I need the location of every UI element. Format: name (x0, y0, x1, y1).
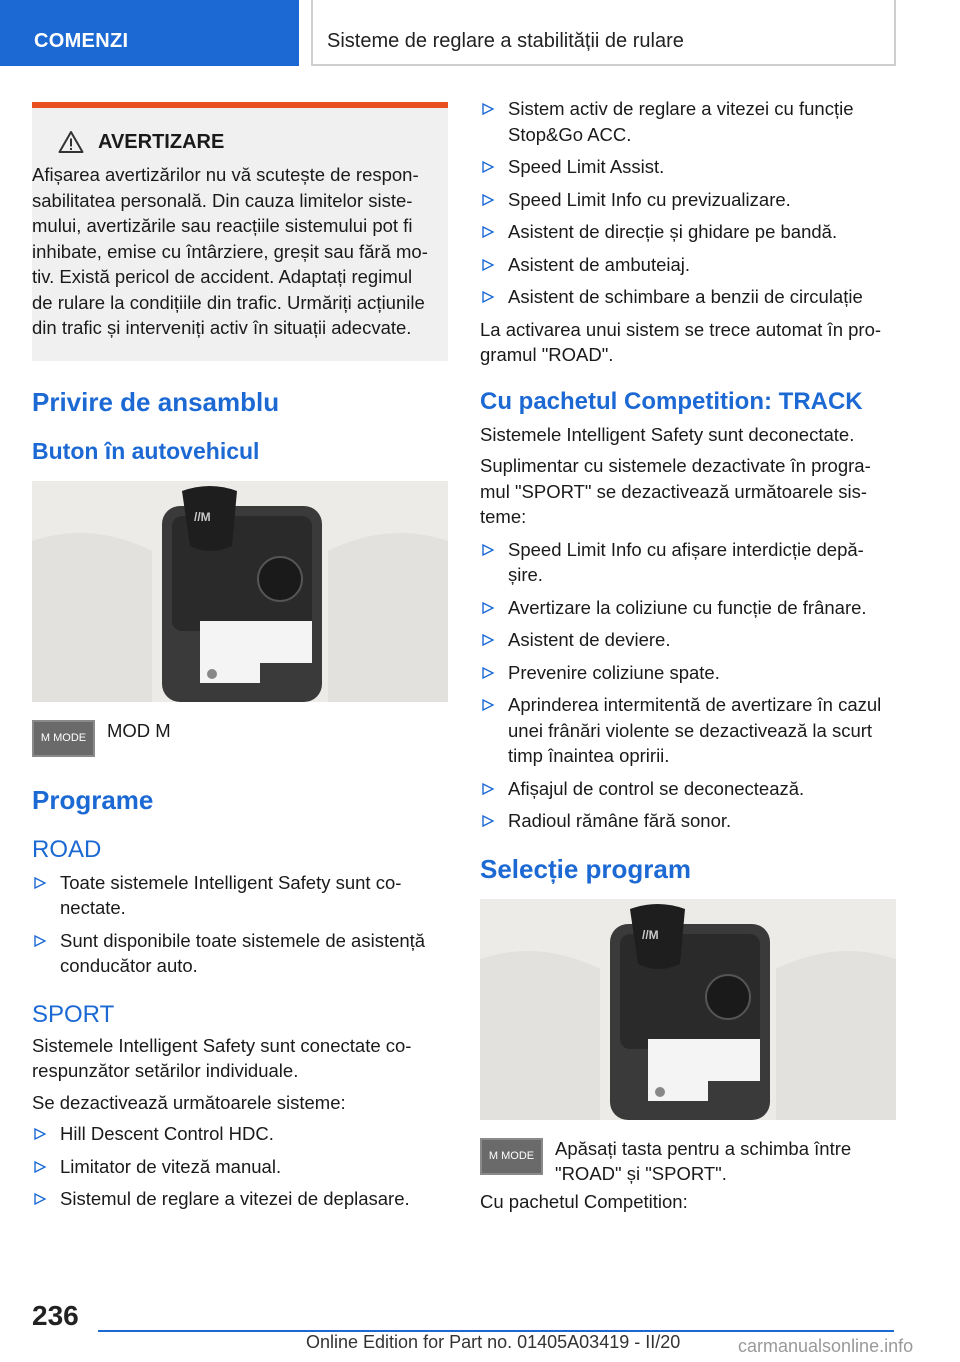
programs-heading: Programe (32, 784, 154, 815)
list-item (480, 252, 896, 278)
track-intro: Sistemele Intelligent Safety sunt deconectate. (480, 423, 855, 445)
svg-text://M: //M (642, 927, 659, 942)
list-item (480, 692, 896, 769)
list-item (480, 776, 896, 802)
track-heading: Cu pachetul Competition: TRACK (480, 387, 863, 415)
warning-title-row (58, 130, 436, 154)
page-number: 236 (32, 1300, 79, 1331)
bullet-triangle-icon (482, 194, 494, 206)
sport-heading: SPORT (32, 1000, 115, 1028)
list-item (480, 808, 896, 834)
bullet-triangle-icon (482, 699, 494, 711)
console-photo (32, 481, 448, 702)
track-list (480, 537, 896, 834)
button-heading: Buton în autovehicul (32, 437, 260, 464)
road-auto-text: La activarea unui sistem se trece automat în pro-gramul "ROAD". (480, 318, 882, 365)
center-console-illustration (32, 481, 448, 702)
list-item (32, 870, 448, 921)
bullet-triangle-icon (34, 1161, 46, 1173)
list-item-text: Hill Descent Control HDC. (60, 1123, 274, 1144)
bullet-triangle-icon (482, 634, 494, 646)
list-item-text: Prevenire coliziune spate. (508, 661, 720, 683)
console-photo-selection (480, 899, 896, 1120)
list-item (480, 284, 896, 310)
list-item-text: Sunt disponibile toate sistemele de asistență conducător auto. (60, 929, 426, 976)
list-item (480, 537, 896, 588)
bullet-triangle-icon (482, 783, 494, 795)
bullet-triangle-icon (482, 226, 494, 238)
list-item (480, 627, 896, 653)
list-item-text: Radioul rămâne fără sonor. (508, 810, 732, 831)
mmode-caption-row (32, 720, 448, 757)
sport-list (32, 1121, 448, 1212)
list-item-text: Toate sistemele Intelligent Safety sunt co-nectate. (60, 871, 402, 918)
edition-text: Online Edition for Part no. 01405A03419 - II/20 (306, 1332, 681, 1352)
selection-caption: Apăsați tasta pentru a schimba între "ROAD" și "SPORT". (555, 1137, 852, 1184)
warning-box (32, 102, 448, 361)
competition-text: Cu pachetul Competition: (480, 1190, 688, 1212)
right-column (480, 96, 896, 1214)
mmode-button-icon: M MODE (32, 720, 95, 757)
bullet-triangle-icon (482, 291, 494, 303)
sport-deactivated-text: Se dezactivează următoarele sisteme: (32, 1091, 346, 1113)
sport-list-continued (480, 96, 896, 310)
warning-text: Afișarea avertizărilor nu vă scutește de respon-sabilitatea personală. Din cauza limitelor siste-mului, avertizările sau reacțiile sistemului pot fi inhibate, emise cu întârziere, greșit sau fără mo-tiv. Există pericol de accident. Adaptați regimul de rulare la condițiile din trafic. Urmăriți acțiunile din trafic și interveniți activ în situații adecvate. (32, 164, 428, 338)
list-item-text: Asistent de schimbare a benzii de circulație (508, 286, 863, 307)
warning-triangle-icon (58, 130, 84, 154)
warning-title: AVERTIZARE (98, 130, 225, 153)
road-list (32, 870, 448, 979)
watermark: carmanualsonline.info (738, 1336, 914, 1356)
bullet-triangle-icon (34, 1193, 46, 1205)
center-console-illustration (480, 899, 896, 1120)
list-item-text: Sistem activ de reglare a vitezei cu funcție Stop&Go ACC. (508, 98, 854, 145)
list-item-text: Asistent de deviere. (508, 629, 671, 650)
chapter-title: COMENZI (0, 0, 299, 66)
list-item (480, 187, 896, 213)
list-item-text: Asistent de ambuteiaj. (508, 253, 691, 275)
list-item (32, 928, 448, 979)
bullet-triangle-icon (34, 935, 46, 947)
bullet-triangle-icon (34, 877, 46, 889)
bullet-triangle-icon (34, 1128, 46, 1140)
road-heading: ROAD (32, 835, 102, 863)
list-item (480, 660, 896, 686)
list-item (32, 1121, 448, 1147)
list-item (480, 154, 896, 180)
list-item (480, 96, 896, 147)
list-item (32, 1154, 448, 1180)
list-item (480, 219, 896, 245)
list-item (32, 1186, 448, 1212)
bullet-triangle-icon (482, 667, 494, 679)
list-item (480, 595, 896, 621)
overview-heading: Privire de ansamblu (32, 386, 280, 417)
list-item-text: Sistemul de reglare a vitezei de deplasare. (60, 1188, 410, 1209)
page-header (0, 0, 960, 66)
track-extra: Suplimentar cu sistemele dezactivate în progra-mul "SPORT" se dezactivează următoarele sis-teme: (480, 455, 871, 527)
bullet-triangle-icon (482, 103, 494, 115)
svg-text://M: //M (194, 509, 211, 524)
mmode-button-icon: M MODE (480, 1138, 543, 1175)
list-item-text: Afișajul de control se deconectează. (508, 777, 805, 799)
mmode-caption-row-selection (480, 1138, 896, 1187)
mmode-caption: MOD M (107, 719, 171, 741)
left-column (32, 102, 448, 1219)
bullet-triangle-icon (482, 161, 494, 173)
list-item-text: Speed Limit Info cu previzualizare. (508, 188, 791, 210)
bullet-triangle-icon (482, 602, 494, 614)
selection-heading: Selecție program (480, 853, 691, 884)
bullet-triangle-icon (482, 544, 494, 556)
list-item-text: Avertizare la coliziune cu funcție de frânare. (508, 596, 867, 618)
bullet-triangle-icon (482, 259, 494, 271)
list-item-text: Aprinderea intermitentă de avertizare în cazul unei frânări violente se dezactivează la scurt timp înaintea opririi. (508, 694, 882, 766)
list-item-text: Limitator de viteză manual. (60, 1155, 282, 1177)
section-title: Sisteme de reglare a stabilității de rulare (311, 0, 896, 66)
sport-intro: Sistemele Intelligent Safety sunt conectate co-respunzător setărilor individuale. (32, 1034, 412, 1081)
list-item-text: Asistent de direcție și ghidare pe bandă. (508, 221, 838, 242)
list-item-text: Speed Limit Assist. (508, 156, 665, 177)
bullet-triangle-icon (482, 815, 494, 827)
list-item-text: Speed Limit Info cu afișare interdicție depă-șire. (508, 538, 864, 585)
